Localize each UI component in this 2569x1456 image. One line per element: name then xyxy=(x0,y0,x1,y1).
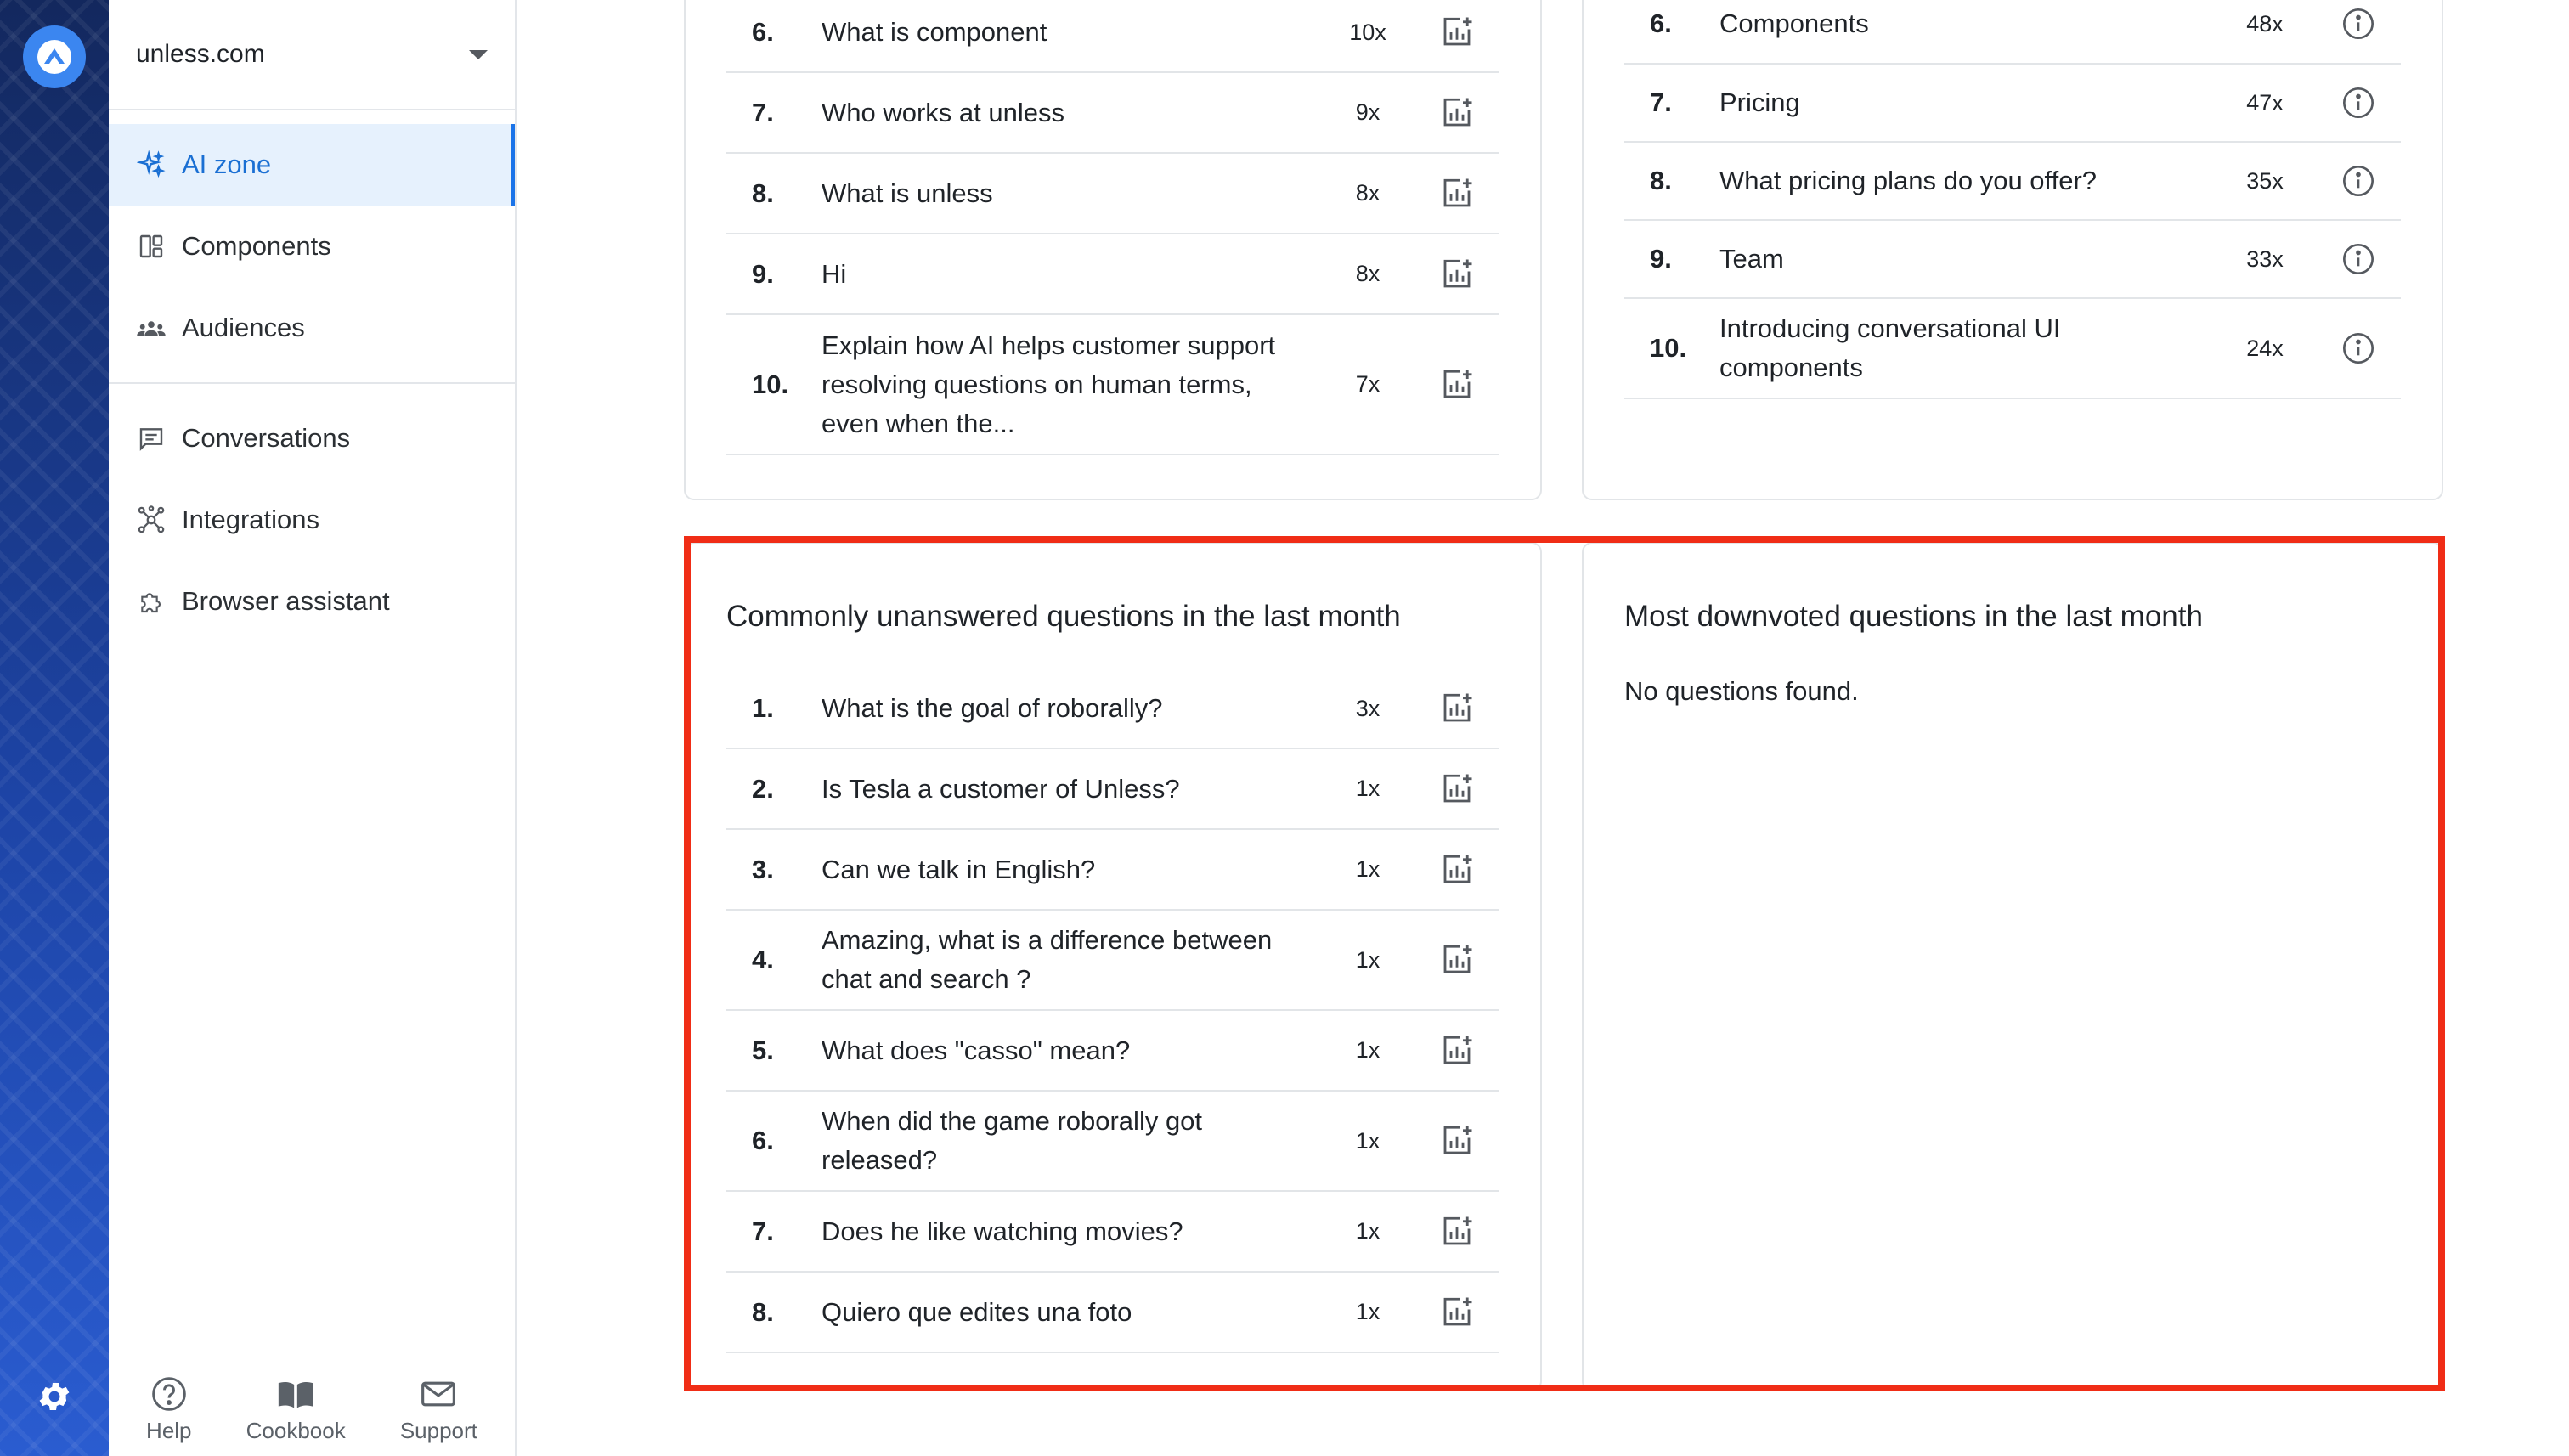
row-rank: 5. xyxy=(752,1035,774,1065)
row-rank: 8. xyxy=(1650,166,1672,195)
table-row xyxy=(726,749,1499,830)
row-count: 1x xyxy=(1355,1218,1380,1244)
row-count: 7x xyxy=(1355,371,1380,397)
add-chart-icon[interactable] xyxy=(1414,942,1499,978)
add-chart-icon[interactable] xyxy=(1414,176,1499,212)
add-chart-icon[interactable] xyxy=(1414,14,1499,50)
row-question: Is Tesla a customer of Unless? xyxy=(822,773,1180,804)
sidebar-footer xyxy=(109,1363,515,1456)
row-question: Amazing, what is a difference between chat and search ? xyxy=(822,925,1273,994)
mail-icon xyxy=(419,1375,458,1413)
row-question: What is unless xyxy=(822,178,993,208)
row-question: Introducing conversational UI components xyxy=(1719,313,2061,382)
row-count: 1x xyxy=(1355,946,1380,973)
row-rank: 6. xyxy=(752,1126,774,1155)
site-selector[interactable] xyxy=(109,0,515,110)
row-count: 3x xyxy=(1355,695,1380,721)
row-count: 8x xyxy=(1355,261,1380,286)
sidebar-item-label: AI zone xyxy=(182,150,272,179)
row-count: 47x xyxy=(2246,89,2284,116)
add-chart-icon[interactable] xyxy=(1414,852,1499,888)
row-count: 10x xyxy=(1349,19,1386,45)
row-rank: 8. xyxy=(752,1296,774,1327)
row-question: Components xyxy=(1719,8,1869,38)
top-questions-card xyxy=(684,0,1542,500)
row-question: Does he like watching movies? xyxy=(822,1216,1183,1246)
unless-logo-icon[interactable] xyxy=(23,25,86,88)
top-topics-list xyxy=(1624,0,2401,399)
table-row xyxy=(726,0,1499,73)
sidebar-item-ai-zone[interactable] xyxy=(109,124,515,206)
book-icon xyxy=(275,1375,316,1413)
row-question: Team xyxy=(1719,244,1784,274)
sidebar xyxy=(109,0,517,1456)
empty-message: No questions found. xyxy=(1624,676,1859,706)
info-icon[interactable] xyxy=(2316,86,2401,120)
row-count: 1x xyxy=(1355,1127,1380,1154)
table-row xyxy=(726,73,1499,154)
table-row xyxy=(726,1092,1499,1192)
row-question: Pricing xyxy=(1719,87,1800,117)
sidebar-item-components[interactable] xyxy=(109,206,515,287)
settings-gear-icon[interactable] xyxy=(32,1374,76,1419)
row-count: 1x xyxy=(1355,1299,1380,1324)
table-row xyxy=(726,234,1499,315)
row-question: Explain how AI helps customer support resolving questions on human terms, even when the... xyxy=(822,330,1276,438)
nav-primary xyxy=(109,110,515,384)
row-count: 8x xyxy=(1355,180,1380,206)
row-rank: 3. xyxy=(752,854,774,884)
row-rank: 4. xyxy=(752,945,774,974)
table-row xyxy=(1624,0,2401,65)
add-chart-icon[interactable] xyxy=(1414,1033,1499,1069)
row-count: 24x xyxy=(2246,335,2284,361)
add-chart-icon[interactable] xyxy=(1414,691,1499,726)
row-rank: 9. xyxy=(1650,244,1672,274)
table-row xyxy=(1624,143,2401,221)
row-count: 9x xyxy=(1355,99,1380,125)
row-question: What pricing plans do you offer? xyxy=(1719,166,2098,195)
row-rank: 7. xyxy=(752,97,774,127)
row-question: What does "casso" mean? xyxy=(822,1035,1131,1065)
row-rank: 10. xyxy=(1650,333,1687,363)
downvoted-title: Most downvoted questions in the last month xyxy=(1624,600,2203,633)
add-chart-icon[interactable] xyxy=(1414,1295,1499,1330)
top-topics-card xyxy=(1582,0,2443,500)
table-row xyxy=(726,154,1499,234)
table-row xyxy=(726,830,1499,911)
sidebar-item-browser-assistant[interactable] xyxy=(109,561,515,642)
unanswered-title: Commonly unanswered questions in the last month xyxy=(726,600,1401,633)
add-chart-icon[interactable] xyxy=(1414,367,1499,403)
row-count: 48x xyxy=(2246,10,2284,37)
unanswered-questions-card xyxy=(684,542,1542,1391)
add-chart-icon[interactable] xyxy=(1414,257,1499,292)
table-row xyxy=(726,669,1499,749)
info-icon[interactable] xyxy=(2316,331,2401,365)
row-count: 1x xyxy=(1355,1037,1380,1063)
row-question: Who works at unless xyxy=(822,97,1064,127)
row-count: 1x xyxy=(1355,856,1380,882)
add-chart-icon[interactable] xyxy=(1414,1123,1499,1159)
row-rank: 7. xyxy=(752,1216,774,1246)
unanswered-list xyxy=(726,669,1499,1353)
components-icon xyxy=(136,231,167,262)
row-question: Quiero que edites una foto xyxy=(822,1296,1132,1327)
help-label: Help xyxy=(146,1417,192,1443)
sidebar-item-integrations[interactable] xyxy=(109,479,515,561)
cookbook-label: Cookbook xyxy=(246,1417,346,1443)
row-question: What is component xyxy=(822,17,1047,47)
table-row xyxy=(726,911,1499,1011)
row-rank: 6. xyxy=(1650,8,1672,38)
cookbook-button[interactable] xyxy=(246,1375,346,1444)
table-row xyxy=(726,1192,1499,1273)
sidebar-item-label: Conversations xyxy=(182,423,351,453)
puzzle-icon xyxy=(136,586,167,617)
row-question: What is the goal of roborally? xyxy=(822,693,1163,723)
table-row xyxy=(1624,65,2401,143)
table-row xyxy=(726,1011,1499,1092)
help-icon xyxy=(150,1375,188,1413)
integrations-icon xyxy=(136,505,167,535)
row-count: 33x xyxy=(2246,245,2284,272)
table-row xyxy=(726,1273,1499,1353)
top-questions-list xyxy=(726,0,1499,455)
nav-secondary xyxy=(109,384,515,656)
row-question: Hi xyxy=(822,258,847,289)
sidebar-item-label: Browser assistant xyxy=(182,586,390,616)
sidebar-item-label: Integrations xyxy=(182,505,319,534)
row-question: When did the game roborally got released? xyxy=(822,1106,1203,1175)
sidebar-item-audiences[interactable] xyxy=(109,287,515,369)
left-rail xyxy=(0,0,109,1456)
sidebar-item-conversations[interactable] xyxy=(109,398,515,479)
row-rank: 9. xyxy=(752,258,774,289)
row-count: 1x xyxy=(1355,776,1380,801)
row-rank: 7. xyxy=(1650,87,1672,117)
table-row xyxy=(1624,299,2401,399)
add-chart-icon[interactable] xyxy=(1414,1214,1499,1250)
add-chart-icon[interactable] xyxy=(1414,95,1499,131)
sparkle-icon xyxy=(136,150,167,180)
row-rank: 2. xyxy=(752,773,774,804)
downvoted-questions-card xyxy=(1582,542,2443,1391)
support-button[interactable] xyxy=(400,1375,477,1444)
support-label: Support xyxy=(399,1417,477,1443)
audiences-icon xyxy=(136,313,167,343)
chevron-down-icon xyxy=(469,50,488,59)
row-count: 35x xyxy=(2246,167,2284,194)
add-chart-icon[interactable] xyxy=(1414,771,1499,807)
sidebar-item-label: Components xyxy=(182,231,331,261)
chat-icon xyxy=(136,423,167,454)
site-name: unless.com xyxy=(136,40,265,68)
help-button[interactable] xyxy=(146,1375,191,1444)
table-row xyxy=(726,315,1499,455)
row-rank: 6. xyxy=(752,17,774,47)
table-row xyxy=(1624,221,2401,299)
info-icon[interactable] xyxy=(2316,7,2401,41)
row-question: Can we talk in English? xyxy=(822,854,1096,884)
info-icon[interactable] xyxy=(2316,164,2401,198)
row-rank: 1. xyxy=(752,693,774,723)
row-rank: 10. xyxy=(752,369,789,399)
info-icon[interactable] xyxy=(2316,242,2401,276)
sidebar-item-label: Audiences xyxy=(182,313,305,342)
row-rank: 8. xyxy=(752,178,774,208)
